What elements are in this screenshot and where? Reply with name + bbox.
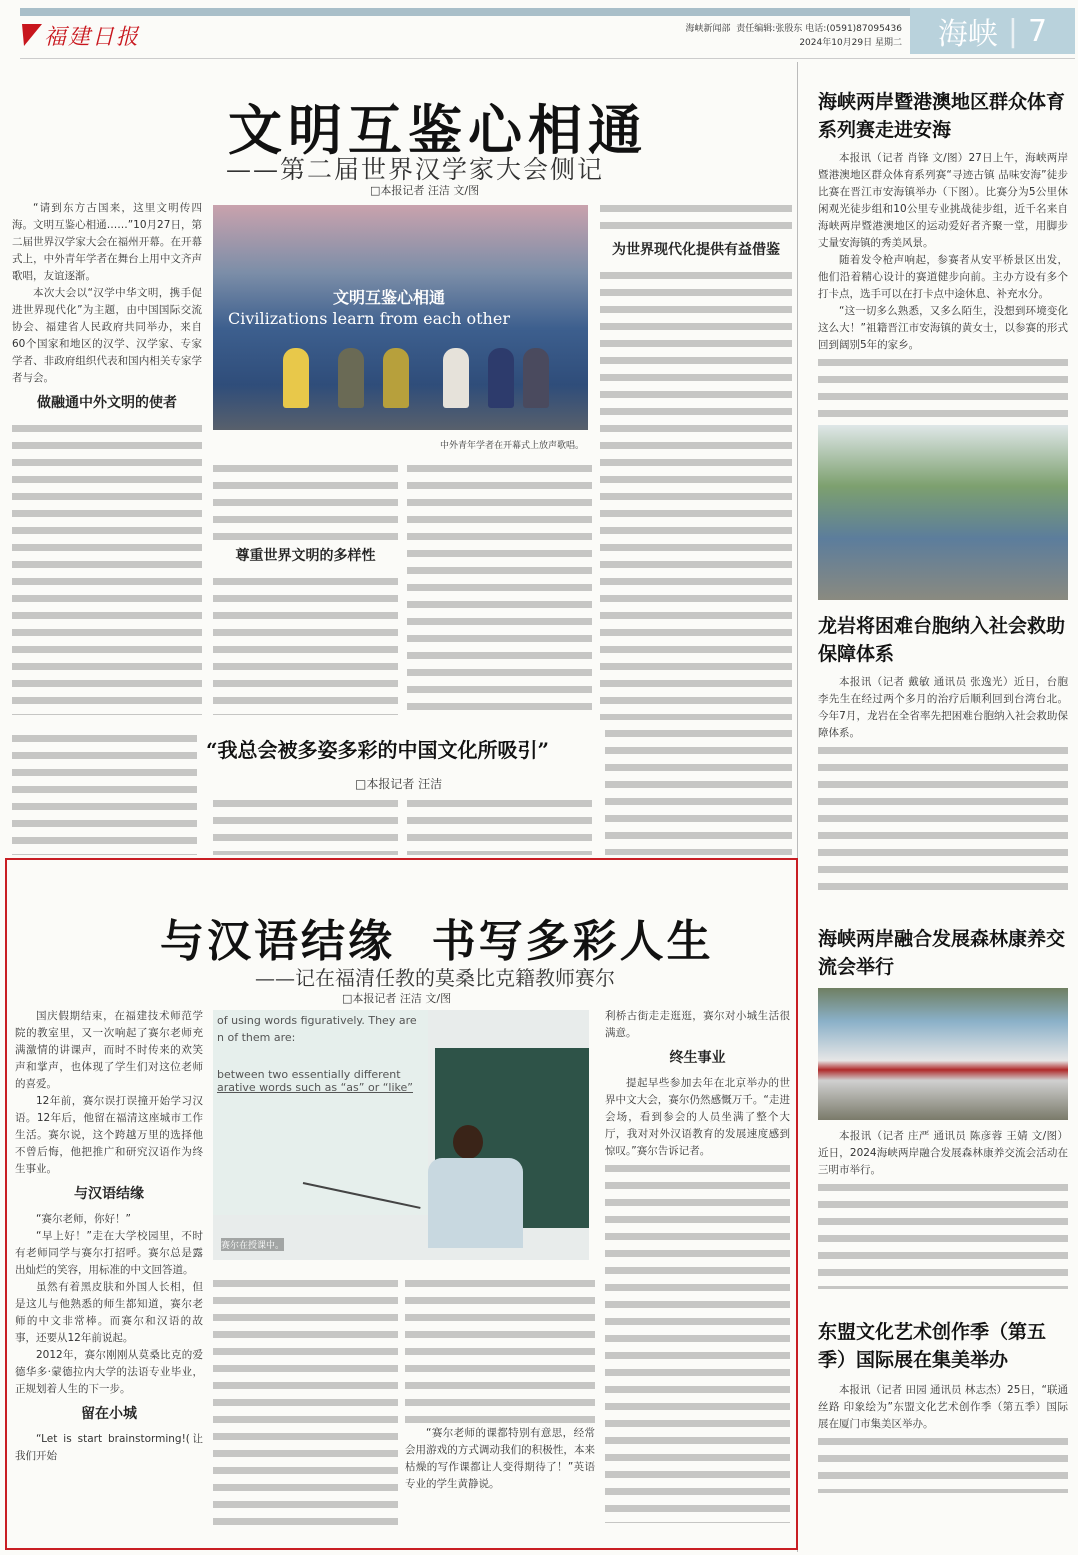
subhead: 终生事业 (669, 1050, 726, 1066)
paragraph: 随着发令枪声响起，参赛者从安平桥景区出发，他们沿着精心设计的赛道健步向前。主办方设有多个打卡点，选手可以在打卡点中途休息、补充水分。 (818, 254, 1068, 300)
date: 2024年10月29日 星期二 (799, 38, 902, 48)
newspaper-logo (18, 18, 148, 52)
top-rule (20, 8, 910, 16)
article2-column-4 (605, 725, 792, 855)
article2-column-1 (12, 730, 197, 855)
paragraph: 2012年，赛尔刚刚从莫桑比克的爱德华多·蒙德拉内大学的法语专业毕业，正规划着人生的下一步。 (15, 1349, 203, 1395)
news1-body (818, 150, 1068, 418)
article3-column-1 (15, 1008, 203, 1538)
article1-subtitle: ——第二届世界汉学家大会侧记 (226, 155, 605, 184)
article1-byline: □本报记者 汪洁 文/图 (370, 184, 480, 197)
editor: 责任编辑:张殷东 (736, 24, 803, 34)
article1-column-1 (12, 200, 202, 715)
paragraph: “早上好！”走在大学校园里，不时有老师同学与赛尔打招呼。赛尔总是露出灿烂的笑容，用标准的中文回答道。 (15, 1230, 203, 1276)
text-block (12, 420, 202, 715)
paragraph: 本次大会以“汉学中华文明，携手促进世界现代化”为主题，由中国国际交流协会、福建省人民政府共同举办，来自60个国家和地区的汉学、汉学家、专家学者、非政府组织代表和国内相关专家学者与会。 (12, 287, 202, 384)
subhead: 留在小城 (81, 1406, 137, 1422)
section-name: 海峡 (937, 17, 998, 52)
paragraph: 本报讯（记者 戴敏 通讯员 张逸光）近日，台胞李先生在经过两个多月的治疗后顺利回到台湾台北。今年7月，龙岩在全省率先把困难台胞纳入社会救助保障体系。 (818, 676, 1068, 739)
race-photo (818, 425, 1068, 600)
screen-text: between two essentially different (217, 1068, 401, 1081)
subhead: 为世界现代化提供有益借鉴 (612, 242, 780, 258)
article3-column-2 (213, 1275, 398, 1525)
article1-column-3 (407, 460, 592, 715)
header-divider (20, 58, 1075, 59)
article2-title: “我总会被多姿多彩的中国文化所吸引” (206, 738, 550, 762)
section-tab: 海峡 | 7 (910, 8, 1075, 54)
logo-text: 福建日报 (44, 24, 141, 50)
paragraph: “请到东方古国来，这里文明传四海。文明互鉴心相通……”10月27日，第二届世界汉学家大会在福州开幕。在开幕式上，中外青年学者在舞台上用中文齐声歌唱，友谊逐渐。 (12, 202, 202, 282)
photo-text-en: Civilizations learn from each other (228, 309, 510, 328)
paragraph: 虽然有着黑皮肤和外国人长相，但是这儿与他熟悉的师生都知道，赛尔老师的中文非常棒。而赛尔和汉语的故事，还要从12年前说起。 (15, 1281, 203, 1344)
paragraph: “赛尔老师的课都特别有意思，经常会用游戏的方式调动我们的积极性，本来枯燥的写作课都让人变得期待了！”英语专业的学生黄静说。 (405, 1427, 595, 1490)
news1-title: 海峡两岸暨港澳地区群众体育系列赛走进安海 (818, 91, 1066, 141)
dept: 海峡新闻部 (685, 24, 731, 34)
news3-title: 海峡两岸融合发展森林康养交流会举行 (818, 928, 1066, 978)
masthead-info (620, 22, 902, 50)
paragraph: 本报讯（记者 田园 通讯员 林志杰）25日，“联通丝路 印象绘为”东盟文化艺术创作季（第五季）国际展在厦门市集美区举办。 (818, 1384, 1068, 1430)
article1-column-4 (600, 200, 792, 720)
screen-text: of using words figuratively. They are (217, 1014, 417, 1027)
news2-title: 龙岩将困难台胞纳入社会救助保障体系 (818, 615, 1066, 665)
page-number: 7 (1028, 13, 1048, 49)
article1-title: 文明互鉴心相通 (228, 99, 648, 162)
subhead: 尊重世界文明的多样性 (235, 548, 376, 564)
photo-caption: 中外青年学者在开幕式上放声歌唱。 (440, 441, 585, 451)
screen-text: n of them are: (217, 1031, 296, 1044)
article2-column-2 (213, 795, 398, 855)
paragraph: 本报讯（记者 肖锋 文/图）27日上午，海峡两岸暨港澳地区群众体育系列赛“寻迹古镇 品味安海”徒步比赛在晋江市安海镇举办（下图）。比赛分为5公里休闲观光徒步组和10公里专业挑战徒步组，近千名来自海峡两岸暨港澳地区的运动爱好者齐聚一堂，用脚步丈量安海镇的秀美风景。 (818, 152, 1068, 249)
teacher-photo (213, 1010, 589, 1260)
paragraph: 国庆假期结束，在福建技术师范学院的教室里，又一次响起了赛尔老师充满激情的讲课声，而时不时传来的欢笑声和掌声，也体现了学生们对这位老师的喜爱。 (15, 1010, 203, 1090)
photo-caption: 赛尔在授课中。 (221, 1238, 284, 1251)
article3-column-4 (605, 1008, 790, 1523)
photo-text: 文明互鉴心相通 (333, 288, 446, 307)
teacher-shirt (428, 1158, 523, 1248)
news2-body (818, 674, 1068, 907)
phone: 电话:(0591)87095436 (805, 24, 902, 34)
paragraph: “这一切多么熟悉，又多么陌生，没想到环境变化这么大！”祖籍晋江市安海镇的黄女士，以参赛的形式回到阔别5年的家乡。 (818, 305, 1068, 351)
news3-body (818, 1128, 1068, 1308)
screen-text: arative words such as “as” or “like” (217, 1081, 413, 1094)
article2-byline: □本报记者 汪洁 (355, 777, 443, 791)
news4-body (818, 1382, 1068, 1507)
article3-column-3 (405, 1275, 595, 1525)
article3-byline: □本报记者 汪洁 文/图 (342, 992, 452, 1005)
paragraph: “Let is start brainstorming!(让我们开始 (15, 1433, 203, 1462)
article1-column-2 (213, 460, 398, 715)
article2-column-3 (407, 795, 592, 855)
stage-photo (213, 205, 588, 430)
teacher-head (453, 1125, 483, 1159)
subhead: 做融通中外文明的使者 (37, 395, 177, 411)
projector-screen (213, 1010, 428, 1215)
paragraph: 利桥古街走走逛逛，赛尔对小城生活很满意。 (605, 1010, 790, 1039)
article3-title: 与汉语结缘 书写多彩人生 (160, 916, 714, 967)
forum-photo (818, 988, 1068, 1120)
paragraph: 提起早些参加去年在北京举办的世界中文大会，赛尔仍然感慨万千。“走进会场，看到参会的人员坐满了整个大厅，我对对外汉语教育的发展速度感到惊叹。”赛尔告诉记者。 (605, 1077, 790, 1157)
paragraph: 本报讯（记者 庄严 通讯员 陈彦蓉 王婧 文/图）近日，2024海峡两岸融合发展森林康养交流会活动在三明市举行。 (818, 1130, 1068, 1176)
paragraph: 12年前，赛尔误打误撞开始学习汉语。12年后，他留在福清这座城市工作生活。赛尔说，这个跨越万里的选择他不曾后悔，他把推广和研究汉语作为终生事业。 (15, 1095, 203, 1175)
article3-subtitle: ——记在福清任教的莫桑比克籍教师赛尔 (255, 966, 615, 990)
news4-title: 东盟文化艺术创作季（第五季）国际展在集美举办 (818, 1321, 1047, 1371)
paragraph: “赛尔老师，你好！” (36, 1213, 131, 1225)
subhead: 与汉语结缘 (74, 1186, 144, 1202)
logo-mark-icon (14, 24, 42, 46)
